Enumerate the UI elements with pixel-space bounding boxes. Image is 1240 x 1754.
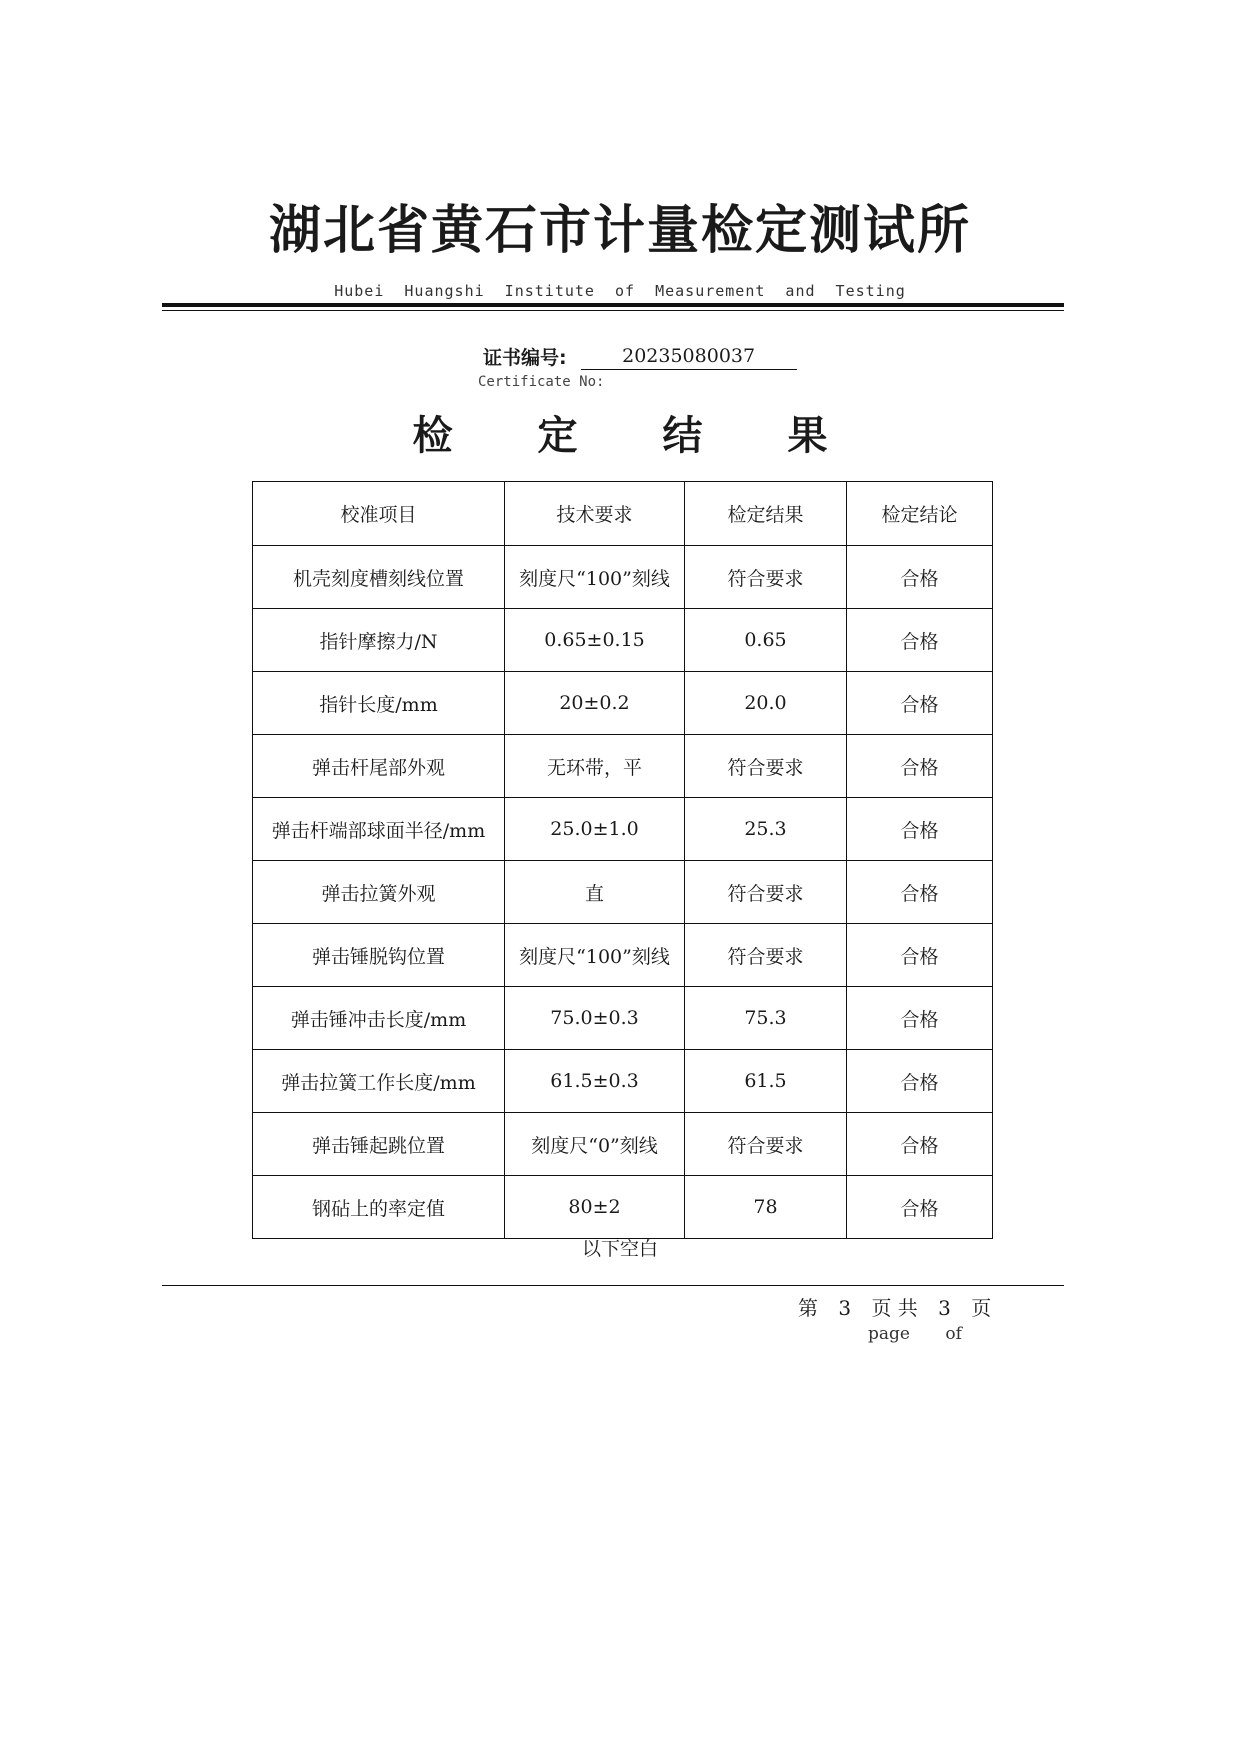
cell-requirement: 61.5±0.3 bbox=[505, 1050, 685, 1113]
cell-item: 指针长度/mm bbox=[253, 672, 505, 735]
cell-item: 弹击锤脱钩位置 bbox=[253, 924, 505, 987]
table-row bbox=[253, 861, 993, 924]
cell-result: 符合要求 bbox=[685, 861, 847, 924]
cell-result: 20.0 bbox=[685, 672, 847, 735]
cell-result: 符合要求 bbox=[685, 924, 847, 987]
cell-conclusion: 合格 bbox=[847, 1113, 993, 1176]
table-row bbox=[253, 924, 993, 987]
cell-result: 0.65 bbox=[685, 609, 847, 672]
certificate-number: 20235080037 bbox=[581, 343, 797, 370]
cell-item: 弹击拉簧外观 bbox=[253, 861, 505, 924]
cell-item: 弹击杆端部球面半径/mm bbox=[253, 798, 505, 861]
cell-item: 弹击锤起跳位置 bbox=[253, 1113, 505, 1176]
cell-item: 指针摩擦力/N bbox=[253, 609, 505, 672]
cell-result: 75.3 bbox=[685, 987, 847, 1050]
cell-requirement: 75.0±0.3 bbox=[505, 987, 685, 1050]
table-row bbox=[253, 672, 993, 735]
cell-result: 61.5 bbox=[685, 1050, 847, 1113]
table-row bbox=[253, 1113, 993, 1176]
section-heading: 检定结果 bbox=[412, 413, 913, 459]
cell-result: 符合要求 bbox=[685, 1113, 847, 1176]
cell-conclusion: 合格 bbox=[847, 861, 993, 924]
cell-requirement: 直 bbox=[505, 861, 685, 924]
cell-conclusion: 合格 bbox=[847, 609, 993, 672]
header-requirement: 技术要求 bbox=[505, 482, 685, 546]
table-header-row bbox=[253, 482, 993, 546]
institute-name-en: Hubei Huangshi Institute of Measurement and Testing bbox=[334, 282, 906, 300]
header-rule-thick bbox=[162, 303, 1064, 307]
certificate-label: 证书编号: bbox=[483, 347, 567, 369]
page-suffix: 页 bbox=[971, 1296, 992, 1320]
cell-item: 钢砧上的率定值 bbox=[253, 1176, 505, 1239]
cell-item: 弹击拉簧工作长度/mm bbox=[253, 1050, 505, 1113]
table-row bbox=[253, 798, 993, 861]
of-label-en: of bbox=[945, 1324, 962, 1344]
header-conclusion: 检定结论 bbox=[847, 482, 993, 546]
table-row bbox=[253, 546, 993, 609]
page-prefix: 第 bbox=[798, 1296, 818, 1320]
cell-conclusion: 合格 bbox=[847, 672, 993, 735]
table-row bbox=[253, 987, 993, 1050]
page-middle: 页 共 bbox=[871, 1296, 918, 1320]
institute-name: 湖北省黄石市计量检定测试所 bbox=[268, 201, 971, 261]
cell-result: 78 bbox=[685, 1176, 847, 1239]
cell-conclusion: 合格 bbox=[847, 924, 993, 987]
certificate-label-en: Certificate No: bbox=[478, 374, 605, 390]
cell-requirement: 0.65±0.15 bbox=[505, 609, 685, 672]
table-row bbox=[253, 735, 993, 798]
cell-requirement: 20±0.2 bbox=[505, 672, 685, 735]
blank-below-note: 以下空白 bbox=[581, 1238, 658, 1260]
page-current: 3 bbox=[838, 1296, 852, 1320]
cell-result: 符合要求 bbox=[685, 735, 847, 798]
page-label-en: page bbox=[868, 1324, 910, 1344]
cell-requirement: 25.0±1.0 bbox=[505, 798, 685, 861]
certificate-number-row bbox=[483, 342, 797, 370]
results-table bbox=[252, 481, 993, 1239]
header-result: 检定结果 bbox=[685, 482, 847, 546]
header-item: 校准项目 bbox=[253, 482, 505, 546]
cell-conclusion: 合格 bbox=[847, 987, 993, 1050]
cell-item: 弹击杆尾部外观 bbox=[253, 735, 505, 798]
cell-conclusion: 合格 bbox=[847, 798, 993, 861]
header-rule-thin bbox=[162, 310, 1064, 311]
cell-item: 机壳刻度槽刻线位置 bbox=[253, 546, 505, 609]
page-total: 3 bbox=[938, 1296, 951, 1320]
cell-requirement: 刻度尺“100”刻线 bbox=[505, 546, 685, 609]
cell-item: 弹击锤冲击长度/mm bbox=[253, 987, 505, 1050]
cell-result: 25.3 bbox=[685, 798, 847, 861]
cell-conclusion: 合格 bbox=[847, 735, 993, 798]
cell-conclusion: 合格 bbox=[847, 1050, 993, 1113]
cell-requirement: 刻度尺“0”刻线 bbox=[505, 1113, 685, 1176]
table-row bbox=[253, 1176, 993, 1239]
table-row bbox=[253, 1050, 993, 1113]
cell-requirement: 80±2 bbox=[505, 1176, 685, 1239]
table-row bbox=[253, 609, 993, 672]
cell-requirement: 无环带，平 bbox=[505, 735, 685, 798]
cell-conclusion: 合格 bbox=[847, 546, 993, 609]
cell-requirement: 刻度尺“100”刻线 bbox=[505, 924, 685, 987]
cell-conclusion: 合格 bbox=[847, 1176, 993, 1239]
page-indicator bbox=[798, 1292, 991, 1321]
cell-result: 符合要求 bbox=[685, 546, 847, 609]
footer-rule bbox=[162, 1285, 1064, 1286]
page-indicator-en bbox=[868, 1324, 962, 1344]
